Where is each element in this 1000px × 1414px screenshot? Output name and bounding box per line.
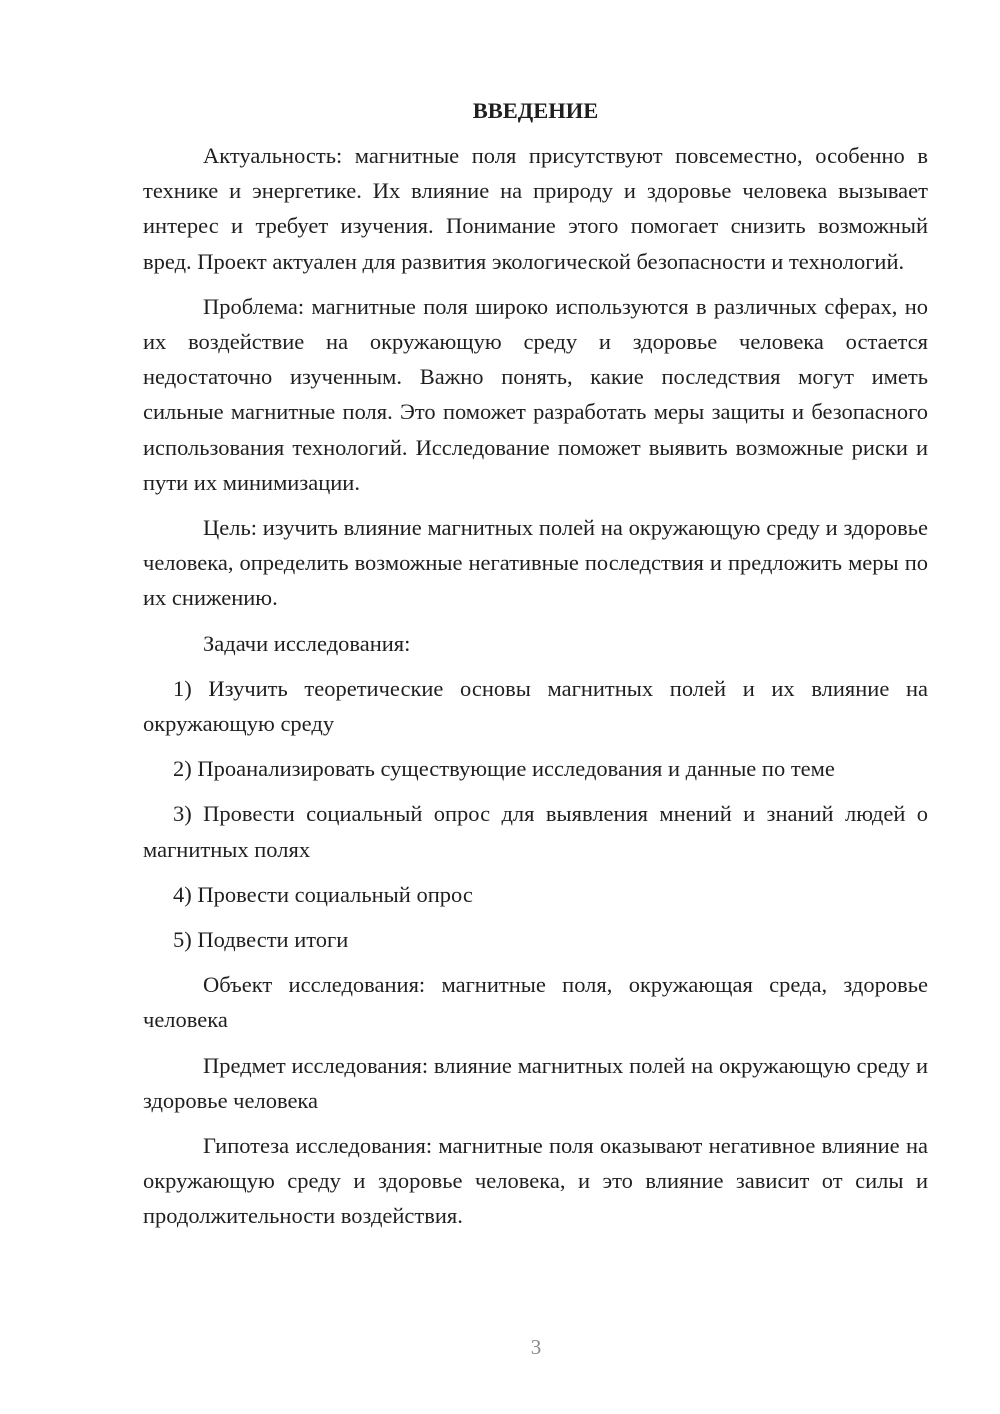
page-content: [143, 96, 928, 1244]
relevance-paragraph: Актуальность: магнитные поля присутствуют повсеместно, особенно в технике и энергетике. Их влияние на природу и здоровье человека вызывает интерес и требует изучения. Понимание этого помогает снизить возможный вред. Проект актуален для развития экологической безопасности и технологий.: [143, 143, 928, 274]
subject-paragraph: Предмет исследования: влияние магнитных полей на окружающую среду и здоровье человека: [143, 1052, 928, 1113]
task-text: Провести социальный опрос: [197, 881, 473, 907]
task-item: [143, 922, 928, 957]
task-number: 2): [173, 756, 192, 782]
task-number: 3): [173, 801, 192, 827]
tasks-heading: Задачи исследования:: [203, 630, 411, 656]
page-number: 3: [530, 1335, 542, 1359]
task-text: Подвести итоги: [197, 927, 349, 953]
task-text: Провести социальный опрос для выявления мнений и знаний людей о магнитных полях: [143, 801, 928, 862]
task-item: [143, 751, 928, 786]
task-item: [143, 877, 928, 912]
hypothesis-paragraph: Гипотеза исследования: магнитные поля оказывают негативное влияние на окружающую среду и здоровье человека, и это влияние зависит от силы и продолжительности воздействия.: [143, 1133, 928, 1229]
task-number: 1): [173, 675, 192, 701]
task-text: Проанализировать существующие исследования и данные по теме: [197, 756, 835, 782]
tasks-list: [143, 671, 928, 957]
task-text: Изучить теоретические основы магнитных полей и их влияние на окружающую среду: [143, 675, 929, 737]
object-paragraph: Объект исследования: магнитные поля, окружающая среда, здоровье человека: [143, 972, 928, 1033]
problem-paragraph: Проблема: магнитные поля широко используются в различных сферах, но их воздействие на окружающую среду и здоровье человека остается недостаточно изученным. Важно понять, какие последствия могут иметь сильные магнитные поля. Это поможет разработать меры защиты и безопасного использования технологий. Исследование поможет выявить возможные риски и пути их минимизации.: [143, 293, 928, 495]
task-item: [143, 671, 928, 741]
task-number: 4): [173, 881, 192, 907]
page-title: ВВЕДЕНИЕ: [472, 98, 599, 123]
goal-paragraph: Цель: изучить влияние магнитных полей на окружающую среду и здоровье человека, определить возможные негативные последствия и предложить меры по их снижению.: [143, 515, 928, 611]
task-number: 5): [173, 927, 192, 953]
task-item: [143, 796, 928, 866]
